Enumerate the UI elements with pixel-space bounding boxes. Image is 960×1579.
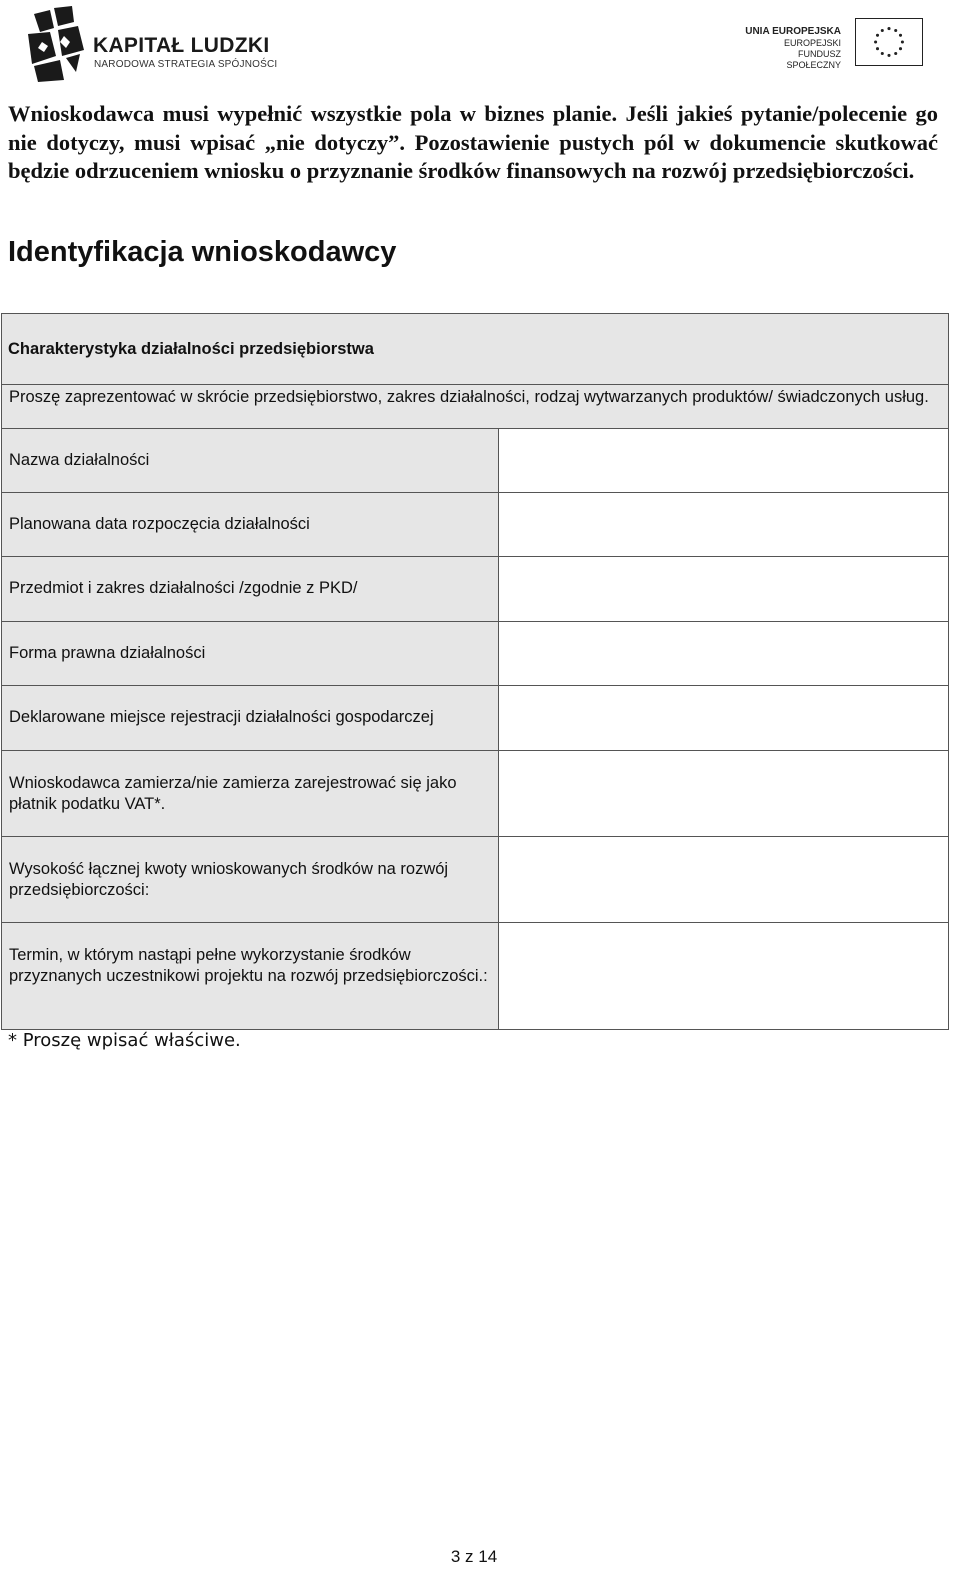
form-row-funds-usage-deadline xyxy=(2,923,948,1029)
form-label: Wysokość łącznej kwoty wnioskowanych środków na rozwój przedsiębiorczości: xyxy=(2,837,499,922)
form-heading-row xyxy=(2,314,948,385)
form-label: Nazwa działalności xyxy=(2,429,499,492)
footnote: * Proszę wpisać właściwe. xyxy=(8,1030,241,1051)
section-title: Identyfikacja wnioskodawcy xyxy=(8,236,397,268)
business-name-field[interactable] xyxy=(499,429,948,492)
kapital-ludzki-logo xyxy=(20,6,320,84)
kapital-ludzki-emblem-icon xyxy=(20,6,92,84)
eu-flag-icon xyxy=(855,18,923,66)
intro-instructions: Wnioskodawca musi wypełnić wszystkie pola w biznes planie. Jeśli jakieś pytanie/polecenie go nie dotyczy, musi wpisać „nie dotyczy”. Pozostawienie pustych pól w dokumencie skutkować będzie odrzuceniem wniosku o przyznanie środków finansowych na rozwój przedsiębiorczości. xyxy=(8,101,938,183)
form-heading: Charakterystyka działalności przedsiębiorstwa xyxy=(8,340,374,358)
form-label: Forma prawna działalności xyxy=(2,622,499,685)
eu-logo-line3: FUNDUSZ SPOŁECZNY xyxy=(786,49,841,70)
page-header xyxy=(0,0,960,90)
funds-usage-deadline-field[interactable] xyxy=(499,923,948,1029)
form-label: Przedmiot i zakres działalności /zgodnie z PKD/ xyxy=(2,557,499,621)
start-date-field[interactable] xyxy=(499,493,948,556)
eu-fund-logo xyxy=(742,14,927,70)
form-row-start-date xyxy=(2,493,948,557)
form-label: Planowana data rozpoczęcia działalności xyxy=(2,493,499,556)
form-row-legal-form xyxy=(2,622,948,686)
form-row-requested-amount xyxy=(2,837,948,923)
eu-logo-line1: UNIA EUROPEJSKA xyxy=(745,26,841,37)
vat-status-field[interactable] xyxy=(499,751,948,836)
registration-place-field[interactable] xyxy=(499,686,948,750)
form-row-scope xyxy=(2,557,948,622)
form-description: Proszę zaprezentować w skrócie przedsiębiorstwo, zakres działalności, rodzaj wytwarzanych produktów/ świadczonych usług. xyxy=(2,385,948,429)
kapital-ludzki-subtitle: NARODOWA STRATEGIA SPÓJNOŚCI xyxy=(94,59,278,70)
form-label: Termin, w którym nastąpi pełne wykorzystanie środków przyznanych uczestnikowi projektu na rozwój przedsiębiorczości.: xyxy=(2,923,499,1029)
form-row-vat-status xyxy=(2,751,948,837)
legal-form-field[interactable] xyxy=(499,622,948,685)
requested-amount-field[interactable] xyxy=(499,837,948,922)
applicant-identification-form xyxy=(1,313,949,1030)
form-row-business-name xyxy=(2,429,948,493)
scope-pkd-field[interactable] xyxy=(499,557,948,621)
form-row-registration-place xyxy=(2,686,948,751)
kapital-ludzki-title: KAPITAŁ LUDZKI xyxy=(93,34,270,57)
form-label: Deklarowane miejsce rejestracji działalności gospodarczej xyxy=(2,686,499,750)
form-label: Wnioskodawca zamierza/nie zamierza zarejestrować się jako płatnik podatku VAT*. xyxy=(2,751,499,836)
page-number: 3 z 14 xyxy=(450,1547,498,1566)
eu-logo-line2: EUROPEJSKI xyxy=(783,38,841,48)
